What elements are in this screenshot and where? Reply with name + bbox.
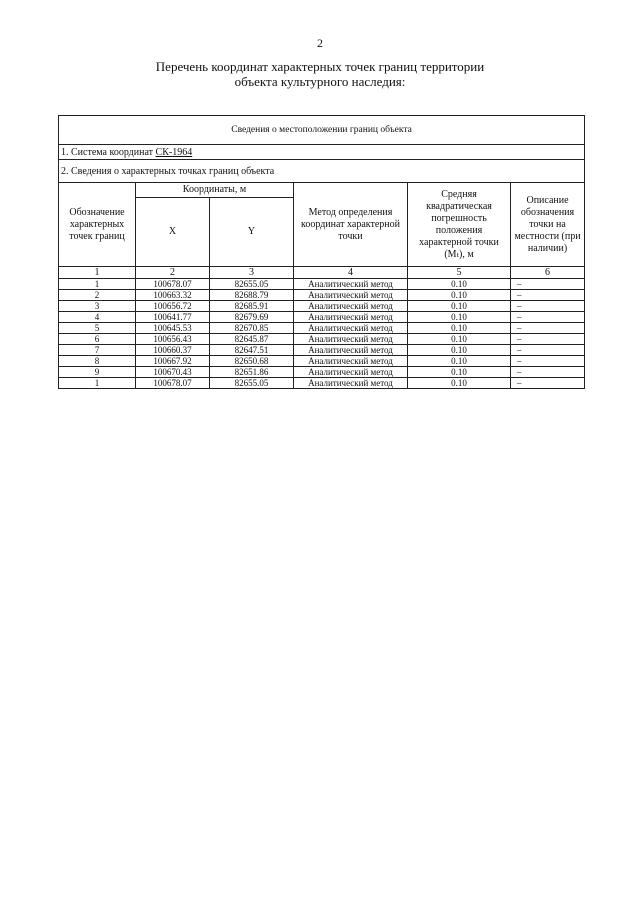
cell-error: 0.10 [408,345,511,356]
cell-y: 82688.79 [210,290,294,301]
cell-method: Аналитический метод [294,323,408,334]
cell-description: – [511,345,585,356]
cell-point: 6 [59,334,136,345]
column-number: 2 [136,267,210,279]
cell-method: Аналитический метод [294,345,408,356]
table-row [59,345,585,356]
column-number: 1 [59,267,136,279]
page-number: 2 [317,36,323,50]
coordinates-table [58,115,585,389]
cell-description: – [511,356,585,367]
cell-x: 100678.07 [136,279,210,290]
cell-point: 1 [59,378,136,389]
header-coordinates: Координаты, м [136,183,294,198]
cell-method: Аналитический метод [294,301,408,312]
cell-description: – [511,312,585,323]
cell-x: 100656.43 [136,334,210,345]
coordinate-system-value: СК-1964 [155,146,193,158]
cell-error: 0.10 [408,301,511,312]
table-row [59,312,585,323]
table-row [59,367,585,378]
cell-error: 0.10 [408,290,511,301]
table-row [59,334,585,345]
table-body [59,279,585,389]
table-row [59,356,585,367]
cell-error: 0.10 [408,356,511,367]
cell-x: 100667.92 [136,356,210,367]
cell-point: 4 [59,312,136,323]
cell-method: Аналитический метод [294,378,408,389]
cell-method: Аналитический метод [294,312,408,323]
cell-point: 2 [59,290,136,301]
coordinate-system-row [59,145,585,160]
cell-method: Аналитический метод [294,290,408,301]
cell-point: 8 [59,356,136,367]
cell-y: 82655.05 [210,279,294,290]
cell-description: – [511,279,585,290]
cell-description: – [511,301,585,312]
cell-x: 100641.77 [136,312,210,323]
table-row [59,279,585,290]
document-title-line-1: Перечень координат характерных точек границ территории [155,59,485,74]
cell-y: 82670.85 [210,323,294,334]
cell-description: – [511,323,585,334]
header-description: Описание обозначения точки на местности (при наличии) [511,183,585,267]
cell-error: 0.10 [408,367,511,378]
document-title-line-2: объекта культурного наследия: [234,74,406,89]
column-number: 6 [511,267,585,279]
cell-description: – [511,334,585,345]
cell-point: 3 [59,301,136,312]
cell-description: – [511,367,585,378]
cell-description: – [511,290,585,301]
header-x: X [136,198,210,267]
cell-y: 82655.05 [210,378,294,389]
column-number: 5 [408,267,511,279]
header-row-top [59,183,585,198]
cell-x: 100663.32 [136,290,210,301]
table-row [59,301,585,312]
column-number: 3 [210,267,294,279]
cell-description: – [511,378,585,389]
table-row [59,290,585,301]
cell-y: 82651.86 [210,367,294,378]
cell-point: 7 [59,345,136,356]
coordinate-system-cell [59,145,585,160]
points-info-label: 2. Сведения о характерных точках границ объекта [59,160,585,183]
cell-method: Аналитический метод [294,367,408,378]
header-error: Средняя квадратическая погрешность положения характерной точки (Мₜ), м [408,183,511,267]
cell-error: 0.10 [408,279,511,290]
cell-x: 100660.37 [136,345,210,356]
cell-y: 82650.68 [210,356,294,367]
header-method: Метод определения координат характерной точки [294,183,408,267]
table-row [59,323,585,334]
table-caption: Сведения о местоположении границ объекта [59,116,585,145]
column-number-row [59,267,585,279]
cell-point: 1 [59,279,136,290]
cell-y: 82647.51 [210,345,294,356]
cell-y: 82685.91 [210,301,294,312]
cell-error: 0.10 [408,323,511,334]
cell-y: 82645.87 [210,334,294,345]
header-designation: Обозначение характерных точек границ [59,183,136,267]
table-caption-row [59,116,585,145]
cell-method: Аналитический метод [294,334,408,345]
points-info-row [59,160,585,183]
cell-y: 82679.69 [210,312,294,323]
cell-x: 100656.72 [136,301,210,312]
cell-error: 0.10 [408,334,511,345]
cell-method: Аналитический метод [294,279,408,290]
cell-method: Аналитический метод [294,356,408,367]
cell-x: 100670.43 [136,367,210,378]
cell-error: 0.10 [408,378,511,389]
column-number: 4 [294,267,408,279]
cell-point: 5 [59,323,136,334]
cell-point: 9 [59,367,136,378]
coordinate-system-label: 1. Система координат [61,146,154,158]
cell-x: 100645.53 [136,323,210,334]
cell-error: 0.10 [408,312,511,323]
table-row [59,378,585,389]
header-y: Y [210,198,294,267]
cell-x: 100678.07 [136,378,210,389]
document-title [0,59,640,89]
